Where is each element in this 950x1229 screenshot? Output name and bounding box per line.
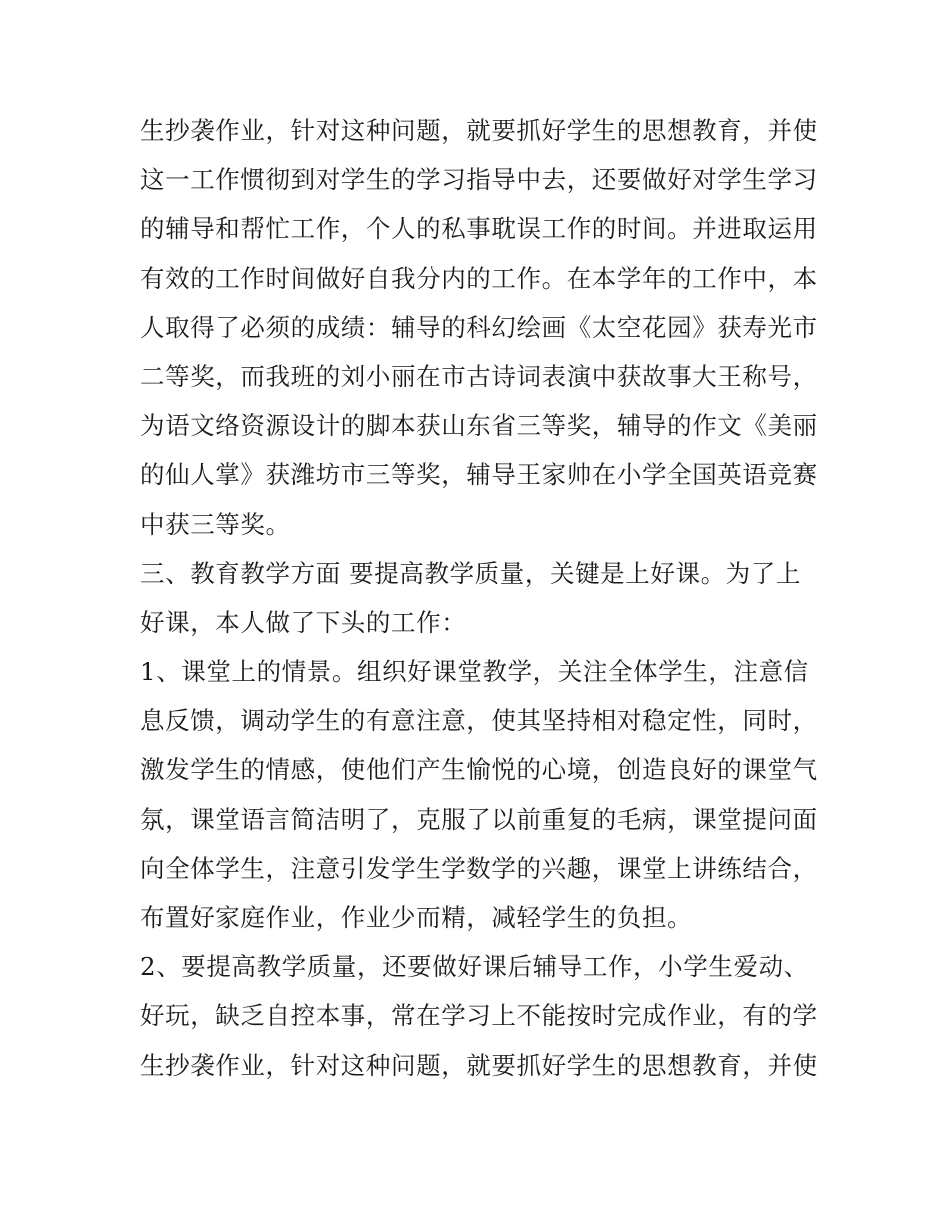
text-line: 激发学生的情感，使他们产生愉悦的心境，创造良好的课堂气 — [140, 755, 818, 785]
text-line: 氛，课堂语言简洁明了，克服了以前重复的毛病，课堂提问面 — [140, 804, 818, 834]
text-line: 好课，本人做了下头的工作： — [140, 607, 467, 637]
text-line: 生抄袭作业，针对这种问题，就要抓好学生的思想教育，并使 — [140, 116, 818, 145]
text-line: 的辅导和帮忙工作，个人的私事耽误工作的时间。并进取运用 — [140, 214, 818, 244]
text-line: 布置好家庭作业，作业少而精，减轻学生的负担。 — [140, 903, 693, 932]
section-heading-line: 三、教育教学方面 要提高教学质量，关键是上好课。为了上 — [140, 558, 801, 588]
text-line: 中获三等奖。 — [140, 509, 291, 539]
numbered-item-line: 1、课堂上的情景。组织好课堂教学，关注全体学生，注意信 — [140, 657, 809, 687]
text-line: 这一工作惯彻到对学生的学习指导中去，还要做好对学生学习 — [140, 165, 818, 195]
text-line: 好玩，缺乏自控本事，常在学习上不能按时完成作业，有的学 — [140, 1001, 818, 1031]
text-line: 为语文络资源设计的脚本获山东省三等奖，辅导的作文《美丽 — [140, 411, 818, 441]
text-line: 息反馈，调动学生的有意注意，使其坚持相对稳定性，同时， — [140, 706, 818, 736]
text-line: 向全体学生，注意引发学生学数学的兴趣，课堂上讲练结合， — [140, 853, 818, 883]
text-line: 人取得了必须的成绩：辅导的科幻绘画《太空花园》获寿光市 — [140, 312, 818, 342]
numbered-item-line: 2、要提高教学质量，还要做好课后辅导工作，小学生爱动、 — [140, 952, 809, 982]
body-text — [140, 106, 820, 1090]
text-line: 生抄袭作业，针对这种问题，就要抓好学生的思想教育，并使 — [140, 1050, 818, 1080]
text-line: 的仙人掌》获潍坊市三等奖，辅导王家帅在小学全国英语竞赛 — [140, 460, 818, 490]
text-line: 二等奖，而我班的刘小丽在市古诗词表演中获故事大王称号， — [140, 361, 818, 391]
text-line: 有效的工作时间做好自我分内的工作。在本学年的工作中，本 — [140, 263, 818, 293]
